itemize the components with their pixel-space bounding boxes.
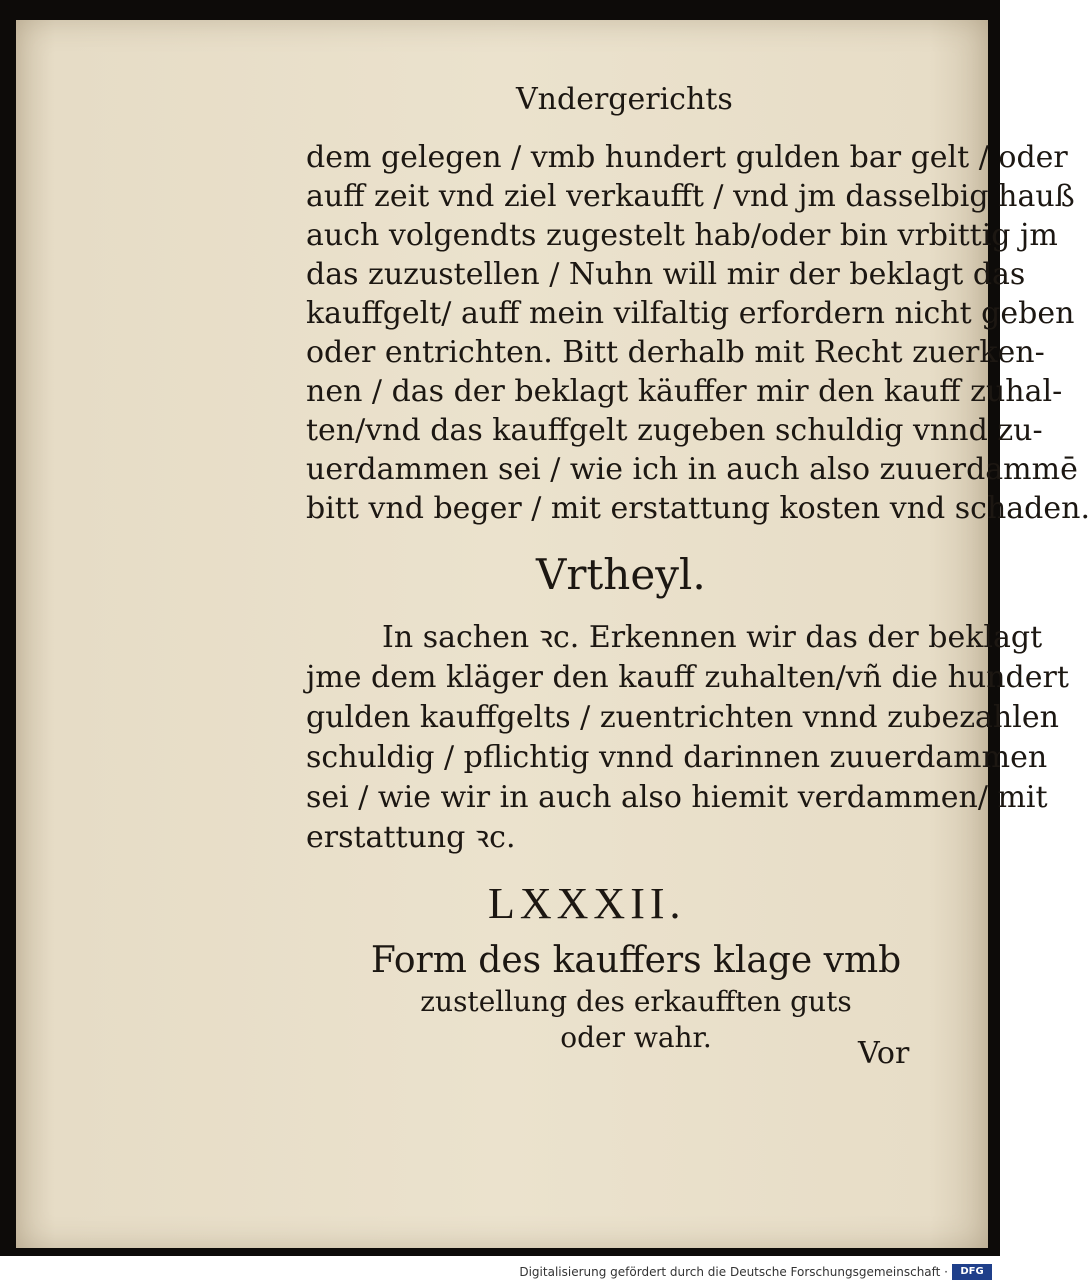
text-line: auff zeit vnd ziel verkaufft / vnd jm dasselbig hauß <box>306 179 1075 214</box>
book-page <box>16 20 1090 1248</box>
text-line: uerdammen sei / wie ich in auch also zuuerdammē <box>306 452 1078 487</box>
chapter-title-line: Form des kauffers klage vmb <box>370 940 902 981</box>
text-line: nen / das der beklagt käuffer mir den kauff zuhal- <box>306 374 1063 409</box>
body-text <box>306 138 1090 528</box>
text-line: dem gelegen / vmb hundert gulden bar gelt / oder <box>306 140 1068 175</box>
text-line: ten/vnd das kauffgelt zugeben schuldig vnnd zu- <box>306 413 1043 448</box>
ruling-heading: Vrtheyl. <box>536 550 706 599</box>
funding-notice: Digitalisierung gefördert durch die Deutsche Forschungsgemeinschaft · <box>519 1265 948 1279</box>
text-line: auch volgendts zugestelt hab/oder bin vrbittig jm <box>306 218 1058 253</box>
running-header: Vndergerichts <box>516 82 733 117</box>
text-line: sei / wie wir in auch also hiemit verdammen/ mit <box>306 780 1048 815</box>
text-line: kauffgelt/ auff mein vilfaltig erfordern nicht geben <box>306 296 1075 331</box>
text-line: oder entrichten. Bitt derhalb mit Recht zuerken- <box>306 335 1045 370</box>
chapter-title <box>366 938 906 1056</box>
text-line: jme dem kläger den kauff zuhalten/vñ die hundert <box>306 660 1069 695</box>
chapter-title-line: zustellung des erkaufften guts <box>420 985 852 1018</box>
chapter-title-line: oder wahr. <box>560 1021 712 1054</box>
text-line: schuldig / pflichtig vnnd darinnen zuuerdammen <box>306 740 1048 775</box>
dfg-logo: DFG <box>952 1264 992 1280</box>
text-line: In sachen ꝛc. Erkennen wir das der beklagt <box>382 620 1043 655</box>
text-line: gulden kauffgelts / zuentrichten vnnd zubezahlen <box>306 700 1059 735</box>
text-line: erstattung ꝛc. <box>306 820 516 855</box>
text-line: bitt vnd beger / mit erstattung kosten vnd schaden. <box>306 491 1090 526</box>
ruling-text <box>306 618 1069 858</box>
catchword: Vor <box>858 1036 910 1071</box>
chapter-number: LXXXII. <box>488 879 686 928</box>
text-line: das zuzustellen / Nuhn will mir der beklagt das <box>306 257 1026 292</box>
